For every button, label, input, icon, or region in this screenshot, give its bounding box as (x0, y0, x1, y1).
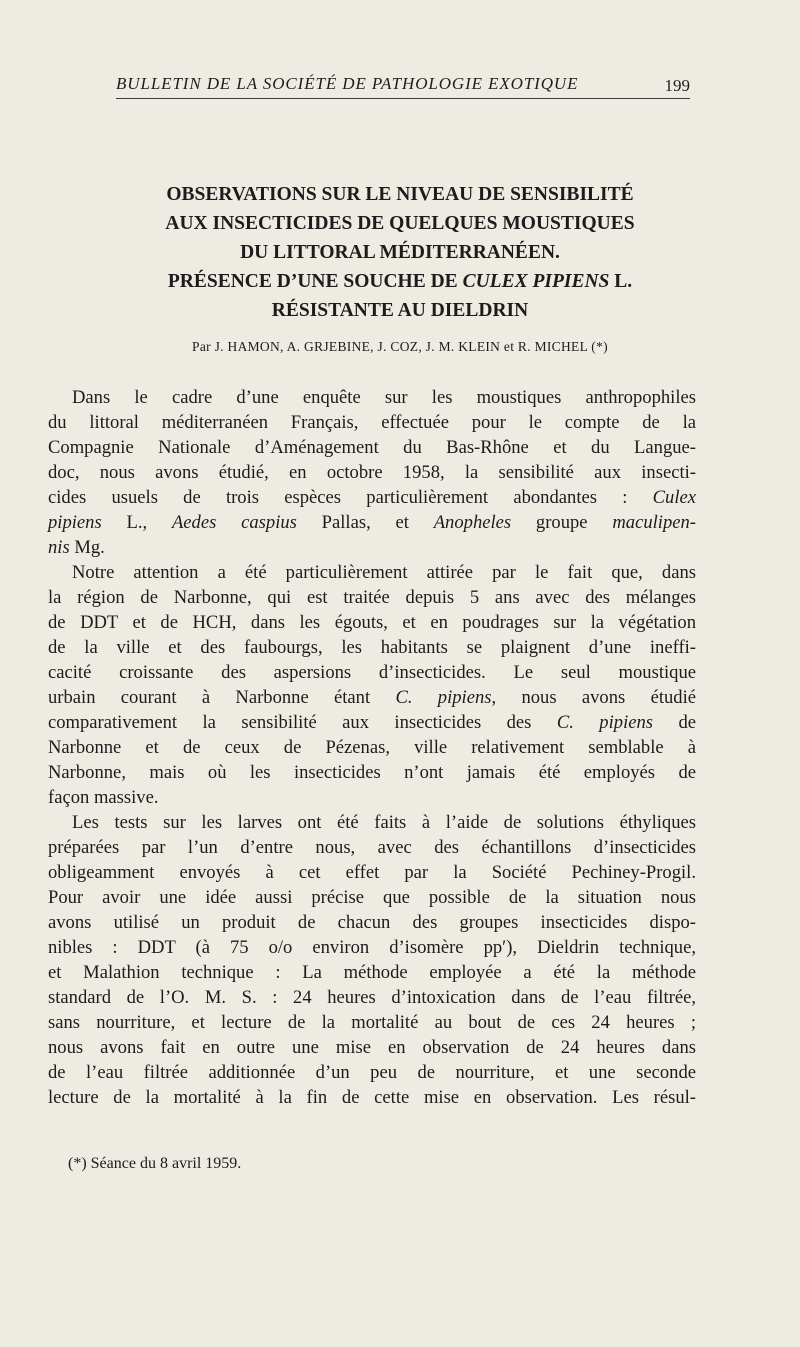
body-line (48, 710, 696, 735)
article-body (48, 385, 696, 1110)
title-segment: PRÉSENCE D’UNE SOUCHE DE (167, 271, 463, 292)
text-segment: urbain courant à Narbonne étant (48, 687, 396, 708)
text-segment: doc, nous avons étudié, en octobre 1958, la sensibilité aux insecti- (48, 462, 696, 483)
text-segment: comparativement la sensibilité aux insecticides des (48, 712, 557, 733)
title-line: AUX INSECTICIDES DE QUELQUES MOUSTIQUES (165, 213, 635, 234)
body-line (48, 935, 696, 960)
body-line (48, 1035, 696, 1060)
body-line (48, 560, 696, 585)
body-line (48, 1060, 696, 1085)
body-line (48, 535, 696, 560)
text-segment: obligeamment envoyés à cet effet par la Société Pechiney-Progil. (48, 862, 696, 883)
species-name: pipiens (48, 512, 102, 533)
page-number: 199 (664, 76, 690, 95)
species-name: nis (48, 537, 70, 558)
title-segment: L. (609, 271, 633, 292)
text-segment: façon massive. (48, 787, 159, 808)
body-line (48, 585, 696, 610)
title-line: OBSERVATIONS SUR LE NIVEAU DE SENSIBILITÉ (166, 184, 634, 205)
species-name: maculipen- (612, 512, 696, 533)
text-segment: L., (101, 512, 172, 533)
body-line (48, 610, 696, 635)
species-name: Anopheles (433, 512, 512, 533)
text-segment: Pallas, et (296, 512, 434, 533)
body-line (48, 910, 696, 935)
body-line (48, 460, 696, 485)
body-line (48, 1010, 696, 1035)
text-segment: lecture de la mortalité à la fin de cette mise en observation. Les résul- (48, 1087, 696, 1108)
text-segment: de l’eau filtrée additionnée d’un peu de nourriture, et une seconde (48, 1062, 696, 1083)
body-line (48, 410, 696, 435)
text-segment: la région de Narbonne, qui est traitée depuis 5 ans avec des mélanges (48, 587, 696, 608)
body-line (48, 885, 696, 910)
title-line: DU LITTORAL MÉDITERRANÉEN. (240, 242, 560, 263)
text-segment: et Malathion technique : La méthode employée a été la méthode (48, 962, 696, 983)
article-title (48, 180, 752, 325)
text-segment: de DDT et de HCH, dans les égouts, et en poudrages sur la végétation (48, 612, 696, 633)
body-line (48, 810, 696, 835)
text-segment: préparées par l’un d’entre nous, avec des échantillons d’insecticides (48, 837, 696, 858)
text-segment: standard de l’O. M. S. : 24 heures d’intoxication dans de l’eau filtrée, (48, 987, 696, 1008)
text-segment: groupe (511, 512, 613, 533)
journal-title: BULLETIN DE LA SOCIÉTÉ DE PATHOLOGIE EXOTIQUE (116, 74, 579, 93)
text-segment: Narbonne et de ceux de Pézenas, ville relativement semblable à (48, 737, 696, 758)
text-segment: cacité croissante des aspersions d’insecticides. Le seul moustique (48, 662, 696, 683)
species-name: Aedes caspius (171, 512, 297, 533)
text-segment: Narbonne, mais où les insecticides n’ont jamais été employés de (48, 762, 696, 783)
text-segment: Dans le cadre d’une enquête sur les moustiques anthropophiles (72, 387, 696, 408)
body-line (48, 860, 696, 885)
body-line (48, 985, 696, 1010)
author-line: Par J. HAMON, A. GRJEBINE, J. COZ, J. M. KLEIN et R. MICHEL (*) (192, 339, 608, 354)
body-line (48, 960, 696, 985)
species-name: C. pipiens (395, 687, 492, 708)
body-line (48, 385, 696, 410)
text-segment: nibles : DDT (à 75 o/o environ d’isomère pp′), Dieldrin technique, (48, 937, 696, 958)
species-name: C. pipiens (556, 712, 654, 733)
text-segment: , nous avons étudié (491, 687, 696, 708)
running-header (116, 74, 690, 99)
text-segment: Notre attention a été particulièrement attirée par le fait que, dans (72, 562, 696, 583)
body-line (48, 660, 696, 685)
body-line (48, 485, 696, 510)
title-line (48, 267, 752, 296)
title-line: RÉSISTANTE AU DIELDRIN (271, 300, 529, 321)
text-segment: Les tests sur les larves ont été faits à l’aide de solutions éthyliques (72, 812, 696, 833)
species-name: Culex (652, 487, 696, 508)
text-segment: nous avons fait en outre une mise en observation de 24 heures dans (48, 1037, 696, 1058)
text-segment: avons utilisé un produit de chacun des groupes insecticides dispo- (48, 912, 696, 933)
body-line (48, 785, 696, 810)
text-segment: de (653, 712, 696, 733)
footnote: (*) Séance du 8 avril 1959. (68, 1155, 242, 1172)
species-name: CULEX PIPIENS (462, 271, 610, 292)
text-segment: sans nourriture, et lecture de la mortalité au bout de ces 24 heures ; (48, 1012, 696, 1033)
body-line (48, 435, 696, 460)
body-line (48, 760, 696, 785)
body-line (48, 735, 696, 760)
body-line (48, 835, 696, 860)
text-segment: du littoral méditerranéen Français, effectuée pour le compte de la (48, 412, 696, 433)
body-line (48, 685, 696, 710)
text-segment: de la ville et des faubourgs, les habitants se plaignent d’une ineffi- (48, 637, 696, 658)
text-segment: Mg. (69, 537, 105, 558)
text-segment: Compagnie Nationale d’Aménagement du Bas-Rhône et du Langue- (48, 437, 696, 458)
text-segment: cides usuels de trois espèces particulièrement abondantes : (48, 487, 653, 508)
body-line (48, 1085, 696, 1110)
text-segment: Pour avoir une idée aussi précise que possible de la situation nous (48, 887, 696, 908)
body-line (48, 635, 696, 660)
body-line (48, 510, 696, 535)
